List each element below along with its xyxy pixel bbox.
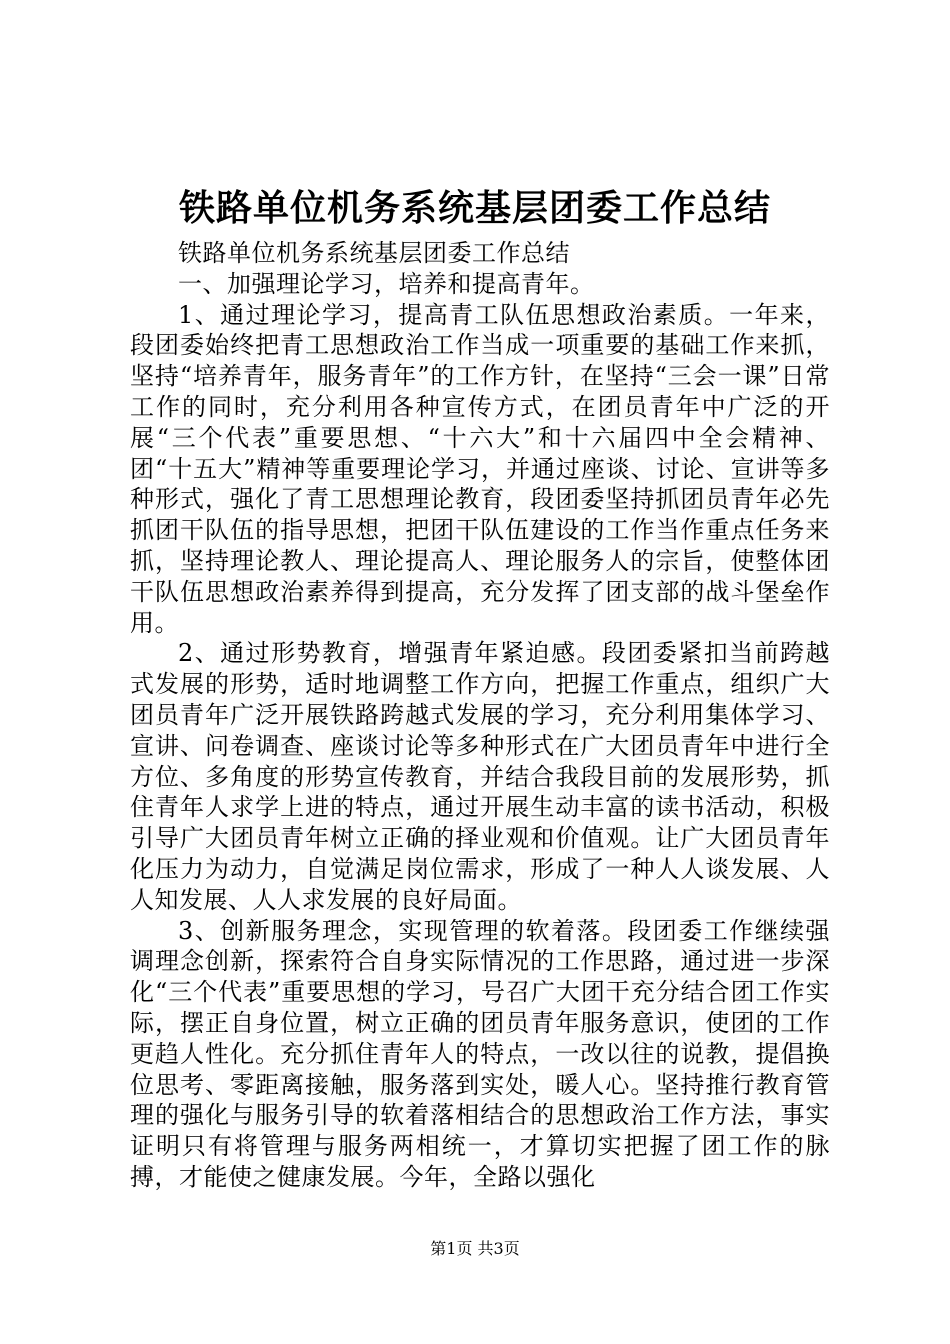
- document-body: [130, 238, 830, 1193]
- page-number-footer: 第1页 共3页: [430, 1239, 520, 1258]
- paragraph-item-3: 3、创新服务理念，实现管理的软着落。段团委工作继续强调理念创新，探索符合自身实际情况的工作思路，通过进一步深化“三个代表”重要思想的学习，号召广大团干充分结合团工作实际，摆正自身位置，树立正确的团员青年服务意识，使团的工作更趋人性化。充分抓住青年人的特点，一改以往的说教，提倡换位思考、零距离接触，服务落到实处，暖人心。坚持推行教育管理的强化与服务引导的软着落相结合的思想政治工作方法，事实证明只有将管理与服务两相统一，才算切实把握了团工作的脉搏，才能使之健康发展。今年，全路以强化: [130, 916, 830, 1191]
- paragraph-item-1: 1、通过理论学习，提高青工队伍思想政治素质。一年来，段团委始终把青工思想政治工作当成一项重要的基础工作来抓，坚持“培养青年，服务青年”的工作方针，在坚持“三会一课”日常工作的同时，充分利用各种宣传方式，在团员青年中广泛的开展“三个代表”重要思想、“十六大”和十六届四中全会精神、团“十五大”精神等重要理论学习，并通过座谈、讨论、宣讲等多种形式，强化了青工思想理论教育，段团委坚持抓团员青年必先抓团干队伍的指导思想，把团干队伍建设的工作当作重点任务来抓，坚持理论教人、理论提高人、理论服务人的宗旨，使整体团干队伍思想政治素养得到提高，充分发挥了团支部的战斗堡垒作用。: [130, 300, 830, 637]
- paragraph-item-2: 2、通过形势教育，增强青年紧迫感。段团委紧扣当前跨越式发展的形势，适时地调整工作方向，把握工作重点，组织广大团员青年广泛开展铁路跨越式发展的学习，充分利用集体学习、宣讲、问卷调查、座谈讨论等多种形式在广大团员青年中进行全方位、多角度的形势宣传教育，并结合我段目前的发展形势，抓住青年人求学上进的特点，通过开展生动丰富的读书活动，积极引导广大团员青年树立正确的择业观和价值观。让广大团员青年化压力为动力，自觉满足岗位需求，形成了一种人人谈发展、人人知发展、人人求发展的良好局面。: [130, 639, 830, 914]
- document-title: 铁路单位机务系统基层团委工作总结: [178, 187, 771, 229]
- paragraph-subtitle: 铁路单位机务系统基层团委工作总结: [178, 239, 570, 267]
- paragraph-section-heading: 一、加强理论学习，培养和提高青年。: [178, 269, 595, 298]
